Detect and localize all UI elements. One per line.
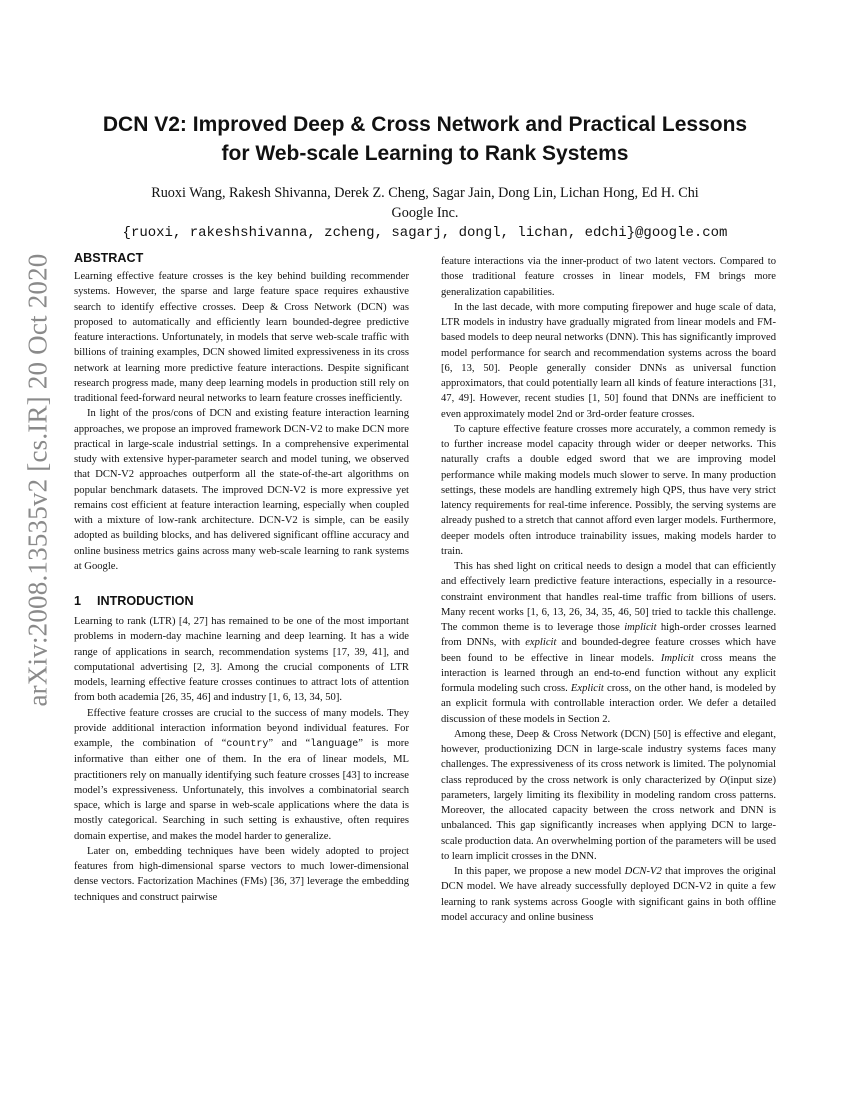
author-emails: {ruoxi, rakeshshivanna, zcheng, sagarj, dongl, lichan, edchi}@google.com xyxy=(122,225,728,241)
left-column xyxy=(74,250,409,905)
abstract-heading: ABSTRACT xyxy=(74,251,144,265)
abstract-paragraph-1: Learning effective feature crosses is the key behind building recommender systems. However, the sparse and large feature space requires exhaustive search to identify effective crosses. Deep & Cross Network (DCN) was proposed to automatically and efficiently learn bounded-degree predictive feature interactions. Unfortunately, in models that serve web-scale traffic with billions of training examples, DCN showed limited expressiveness in its cross network at learning more predictive feature interactions. Despite significant research progress made, many deep learning models in production still rely on traditional feed-forward neural networks to learn feature crosses inefficiently. xyxy=(74,271,409,404)
author-list: Ruoxi Wang, Rakesh Shivanna, Derek Z. Cheng, Sagar Jain, Dong Lin, Lichan Hong, Ed H. Chi xyxy=(151,185,699,201)
intro-paragraph-3-cont: feature interactions via the inner-product of two latent vectors. Compared to those traditional feature crosses in linear models, FM brings more generalization capabilities. xyxy=(441,256,776,298)
section-number: 1 xyxy=(74,594,82,608)
intro-paragraph-7: Among these, Deep & Cross Network (DCN) [50] is effective and elegant, however, productionizing DCN in large-scale industry systems faces many challenges. The expressiveness of its cross network is limited. The polynomial class reproduced by the cross network is only characterized by O(input size) parameters, largely limiting its flexibility in modeling random cross patterns. Moreover, the allocated capacity between the cross network and DNN is unbalanced. This gap significantly increases when applying DCN to large-scale production data. An overwhelming portion of the parameters will be used to learn implicit crosses in the DNN. xyxy=(441,728,776,862)
title-line-1: DCN V2: Improved Deep & Cross Network and Practical Lessons xyxy=(102,113,748,136)
intro-paragraph-8: In this paper, we propose a new model DCN-V2 that improves the original DCN model. We have already successfully deployed DCN-V2 in quite a few learning to rank systems across Google with significant gains in both offline model accuracy and online business xyxy=(441,866,776,923)
code-language: language xyxy=(310,739,359,750)
affiliation: Google Inc. xyxy=(391,205,459,221)
right-column xyxy=(441,254,776,925)
intro-paragraph-4: In the last decade, with more computing firepower and huge scale of data, LTR models in industry have gradually migrated from linear models and FM-based models to deep neural networks (DNN). This has significantly improved model performance for search and recommendation systems across the board [6, 13, 50]. People generally consider DNNs as universal function approximators, that could potentially learn all kinds of feature interactions [31, 47, 49]. However, recent studies [1, 50] found that DNNs are inefficient to even approximately model 2nd or 3rd-order feature crosses. xyxy=(441,301,776,420)
introduction-heading xyxy=(74,593,409,609)
intro-paragraph-1: Learning to rank (LTR) [4, 27] has remained to be one of the most important problems in modern-day machine learning and deep learning. It has a wide range of applications in search, recommendation systems [17, 39, 41], and computational advertising [2, 3]. Among the crucial components of LTR models, learning effective feature crosses continues to attract lots of attention from both academia [26, 35, 46] and industry [1, 6, 13, 34, 50]. xyxy=(74,616,409,704)
abstract-paragraph-2: In light of the pros/cons of DCN and existing feature interaction learning approaches, we propose an improved framework DCN-V2 to make DCN more practical in large-scale industrial settings. In a comprehensive experimental study with extensive hyper-parameter search and model tuning, we observed that DCN-V2 approaches outperform all the state-of-the-art algorithms on popular benchmark datasets. The improved DCN-V2 is more expressive yet remains cost efficient at feature interaction learning, especially when coupled with a mixture of low-rank architecture. DCN-V2 is simple, can be easily adopted as building blocks, and has delivered significant offline accuracy and online business metrics gains across many web-scale learning to rank systems at Google. xyxy=(74,408,409,572)
paper-title xyxy=(60,110,790,168)
section-title: INTRODUCTION xyxy=(97,594,194,608)
intro-paragraph-3: Later on, embedding techniques have been widely adopted to project features from high-dimensional sparse vectors to much lower-dimensional dense vectors. Factorization Machines (FMs) [36, 37] leverage the embedding techniques and construct pairwise xyxy=(74,845,409,903)
arxiv-stamp-text: arXiv:2008.13535v2 [cs.IR] 20 Oct 2020 xyxy=(22,253,53,707)
title-line-2: for Web-scale Learning to Rank Systems xyxy=(221,142,629,165)
intro-paragraph-6: This has shed light on critical needs to design a model that can efficiently and effectively learn predictive feature interactions, especially in a resource-constraint environment that handles real-time traffic from billions of users. Many recent works [1, 6, 13, 26, 34, 35, 46, 50] tried to tackle this challenge. The common theme is to leverage those implicit high-order crosses learned from DNNs, with explicit and bounded-degree feature crosses which have been found to be effective in linear models. Implicit cross means the interaction is learned through an end-to-end function without any explicit formula modeling such cross. Explicit cross, on the other hand, is modeled by an explicit formula with controllable interaction order. We defer a detailed discussion of these models in Section 2. xyxy=(441,561,776,725)
intro-paragraph-5: To capture effective feature crosses more accurately, a common remedy is to further increase model capacity through wider or deeper networks. This naturally crafts a double edged sword that we are improving model performance while making models much slower to serve. In many production settings, these models are handling extremely high QPS, thus have very strict latency requirements for real-time inference. Possibly, the serving systems are already pushed to a stretch that cannot afford even larger models. Furthermore, deeper models often introduce trainability issues, making models harder to train. xyxy=(441,423,776,557)
intro-paragraph-2: Effective feature crosses are crucial to the success of many models. They provide additional interaction information beyond individual features. For example, the combination of “country” and “language” is more informative than either one of them. In the era of linear models, ML practitioners rely on manually identifying such feature crosses [43] to increase model’s expressiveness. Unfortunately, this involves a combinatorial search space, which is large and sparse in web-scale applications where the data is mostly categorical. Searching in such setting is exhaustive, often requires domain expertise, and makes the model harder to generalize. xyxy=(74,707,409,842)
code-country: country xyxy=(226,739,269,750)
